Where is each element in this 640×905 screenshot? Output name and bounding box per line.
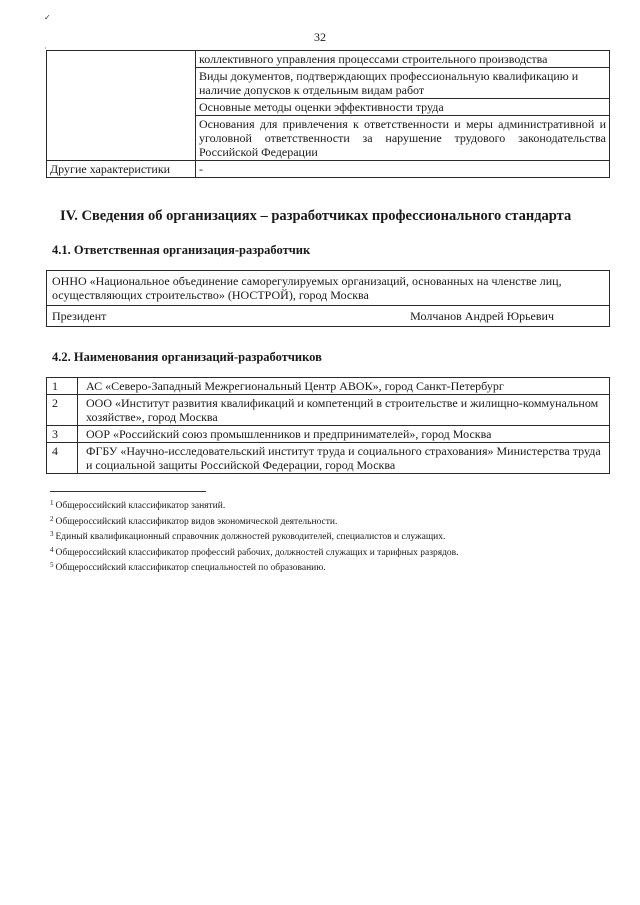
scan-mark: ✓ <box>44 13 51 22</box>
footnote-mark: 4 <box>50 545 54 554</box>
footnote-mark: 5 <box>50 561 54 569</box>
table-cell-empty <box>47 51 196 161</box>
developer-org-name: ООО «Институт развития квалификаций и компетенций в строительстве и жилищно-коммунальном хозяйстве», город Москва <box>78 395 610 426</box>
footnote-mark: 3 <box>50 530 54 538</box>
table-row <box>47 443 610 474</box>
table-cell: Основания для привлечения к ответственности и меры административной и уголовной ответственности за нарушение трудового законодательства Российской Федерации <box>196 116 610 161</box>
developers-table <box>46 377 610 474</box>
signatory-cell <box>47 306 610 327</box>
developer-org-name: ФГБУ «Научно-исследовательский институт труда и социального страхования» Министерства труда и социальной защиты Российской Федерации, город Москва <box>78 443 610 474</box>
row-number: 2 <box>47 395 78 426</box>
table-row <box>47 271 610 306</box>
section-title: IV. Сведения об организациях – разработчиках профессионального стандарта <box>60 208 572 224</box>
characteristics-table <box>46 50 610 178</box>
signatory-name: Молчанов Андрей Юрьевич <box>410 309 554 323</box>
developer-org-name: АС «Северо-Западный Межрегиональный Центр АВОК», город Санкт-Петербург <box>78 378 610 395</box>
table-row <box>47 426 610 443</box>
footnote-mark: 1 <box>50 499 54 507</box>
footnote-text: Общероссийский классификатор профессий рабочих, должностей служащих и тарифных разрядов. <box>55 547 459 558</box>
table-cell-label: Другие характеристики <box>47 161 196 178</box>
footnote-text: Общероссийский классификатор специальностей по образованию. <box>55 563 326 573</box>
responsible-org-name: ОННО «Национальное объединение саморегулируемых организаций, основанных на членстве лиц, осуществляющих строительство» (НОСТРОЙ), город Москва <box>47 271 610 306</box>
responsible-org-table <box>46 270 610 327</box>
table-cell: Виды документов, подтверждающих профессиональную квалификацию и наличие допусков к отдельным видам работ <box>196 68 610 99</box>
scan-mark: · <box>44 44 47 53</box>
table-row <box>47 161 610 178</box>
footnote-text: Общероссийский классификатор видов экономической деятельности. <box>55 516 338 527</box>
subsection-title-developers: 4.2. Наименования организаций-разработчиков <box>52 350 322 364</box>
developer-org-name: ООР «Российский союз промышленников и предпринимателей», город Москва <box>78 426 610 443</box>
footnote-mark: 2 <box>50 514 54 523</box>
table-row <box>47 306 610 327</box>
footnote-separator <box>50 491 206 492</box>
table-cell: - <box>196 161 610 178</box>
footnote <box>50 559 610 575</box>
row-number: 4 <box>47 443 78 474</box>
table-cell: коллективного управления процессами строительного производства <box>196 51 610 68</box>
footnote <box>50 497 610 513</box>
table-row <box>47 395 610 426</box>
subsection-title-responsible: 4.1. Ответственная организация-разработчик <box>52 243 311 257</box>
page-number: 32 <box>314 30 326 44</box>
footnote-text: Единый квалификационный справочник должностей руководителей, специалистов и служащих. <box>55 532 446 542</box>
footnote <box>50 544 610 560</box>
table-cell: Основные методы оценки эффективности труда <box>196 99 610 116</box>
table-row <box>47 378 610 395</box>
row-number: 1 <box>47 378 78 395</box>
signatory-position: Президент <box>52 309 107 323</box>
row-number: 3 <box>47 426 78 443</box>
footnote <box>50 528 610 544</box>
footnote-text: Общероссийский классификатор занятий. <box>55 501 226 511</box>
footnotes <box>50 497 610 575</box>
table-row <box>47 51 610 68</box>
footnote <box>50 513 610 529</box>
